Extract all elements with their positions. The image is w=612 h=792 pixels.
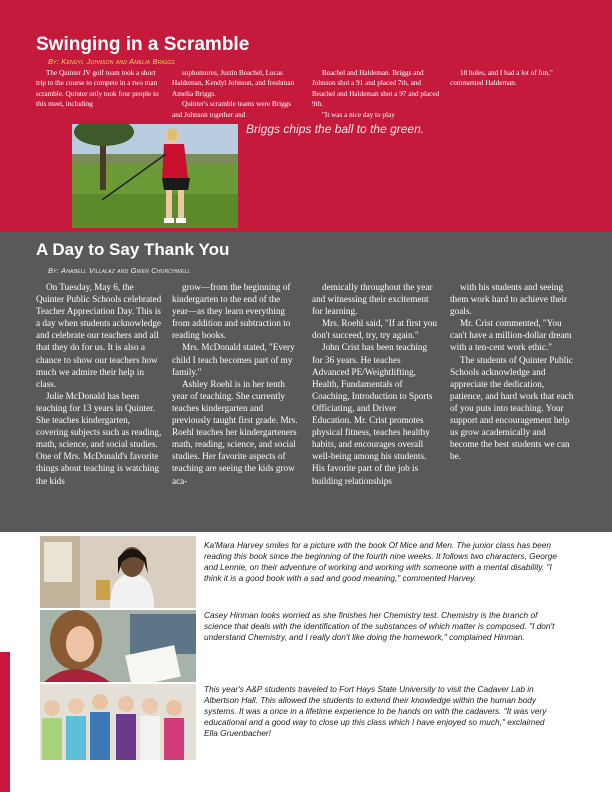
thanks-paragraph: grow—from the beginning of kindergarten to the end of the year—as they learn everything from addition and subtraction to reading books. [172, 282, 291, 341]
hinman-caption: Casey Hinman looks worried as she finishes her Chemistry test. Chemistry is the branch of science that deals with the identification of the substances of which matter is composed. "I don't understand Chemistry, and I really don't like doing the homework," complained Hinman. [204, 610, 555, 642]
thanks-headline: A Day to Say Thank You [36, 240, 230, 259]
golf-paragraph: Beachel and Haldeman. Briggs and Johnson shot a 91 and placed 7th, and Beachel and Haldeman shot a 97 and placed 9th. [312, 69, 440, 109]
harvey-photo [40, 536, 196, 608]
golf-column-4 [450, 68, 578, 89]
golf-column-2 [172, 68, 300, 120]
golf-column-3 [312, 68, 440, 120]
ap-caption: This year's A&P students traveled to Fort Hays State University to visit the Cadaver Lab in Albertson Hall. This allowed the students to extend their knowledge within the human body systems. It was a once in a lifetime experience to be hands on with the cadavers. "It was very educational and a good way to close up this class which I have enjoyed so much," exclaimed Ella Gruenbacher! [204, 684, 547, 738]
thanks-paragraph: Julie McDonald has been teaching for 13 years in Quinter. She teaches kindergarten, covering subjects such as reading, math, science, and social studies. One of Mrs. McDonald's favorite things about teaching is watching the kids [36, 390, 162, 486]
thanks-paragraph: Mr. Crist commented, "You can't have a million-dollar dream with a ten-cent work ethic." [450, 318, 572, 353]
thanks-column-2 [172, 281, 298, 487]
left-accent-bar [0, 532, 10, 792]
golf-paragraph: sophomores, Justin Beachel, Lucas Haldeman, Kendyl Johnson, and freshman Amelia Briggs. [172, 69, 295, 98]
thanks-paragraph: Ashley Roehl is in her tenth year of teaching. She currently teaches kindergarten and previously taught first grade. Mrs. Roehl teaches her kindergarteners math, reading, science, and social studies. Her favorite aspects of teaching are seeing the kids grow aca- [172, 378, 298, 486]
thanks-byline: By: Anabell Villalaz and Gwen Churchwell [48, 266, 191, 275]
thanks-column-3 [312, 281, 438, 487]
golf-paragraph: 18 holes, and I had a lot of fun," commented Haldeman. [450, 69, 553, 88]
golf-headline: Swinging in a Scramble [36, 34, 250, 55]
golf-column-1 [36, 68, 164, 110]
harvey-caption: Ka'Mara Harvey smiles for a picture with the book Of Mice and Men. The junior class has been reading this book since the beginning of the fourth nine weeks. It follows two characters, George and Lennie, on their adventure of working and working with someone with a mental disability. "I think it is a good book with a sad and good meaning," commented Harvey. [204, 540, 557, 583]
thanks-paragraph: Mrs. Roehl said, "If at first you don't succeed, try, try again." [312, 318, 438, 341]
thanks-paragraph: John Crist has been teaching for 36 years. He teaches Advanced PE/Weightlifting, Health, Fundamentals of Coaching, Introduction to Sports Officiating, and Driver Education. Mr. Crist promotes physical fitness, teaches healthy habits, and encourages overall well-being among his students. His favorite part of the job is building relationships [312, 342, 433, 486]
thanks-paragraph: with his students and seeing them work hard to achieve their goals. [450, 282, 568, 317]
hinman-photo [40, 610, 196, 682]
thanks-paragraph: On Tuesday, May 6, the Quinter Public Schools celebrated Teacher Appreciation Day. This is a day when students acknowledge and celebrate our teachers and all that they do for us. It is also a chance to show our teachers how much we admire their help in class. [36, 282, 162, 389]
golf-paragraph: "It was a nice day to play [322, 110, 395, 119]
golf-byline: By: Kendyl Johnson and Amelia Briggs [48, 57, 175, 66]
thanks-paragraph: Mrs. McDonald stated, "Every child I teach becomes part of my family." [172, 342, 295, 377]
thanks-column-4 [450, 281, 576, 462]
ap-students-photo [40, 684, 196, 760]
thanks-column-1 [36, 281, 162, 487]
thanks-paragraph: The students of Quinter Public Schools acknowledge and appreciate the dedication, patience, and hard work that each of you puts into teaching. Your support and encouragement help us grow academically and become the best students we can be. [450, 354, 574, 462]
golf-photo-caption: Briggs chips the ball to the green. [246, 122, 425, 136]
golf-photo [72, 124, 238, 228]
golf-paragraph: The Quinter JV golf team took a short trip to the course to compete in a two man scramble. Quinter only took four people to this meet, including [36, 69, 159, 109]
golf-paragraph: Quinter's scramble teams were Briggs and Johnson together and [172, 100, 292, 119]
thanks-paragraph: demically throughout the year and witnessing their excitement for learning. [312, 282, 433, 317]
